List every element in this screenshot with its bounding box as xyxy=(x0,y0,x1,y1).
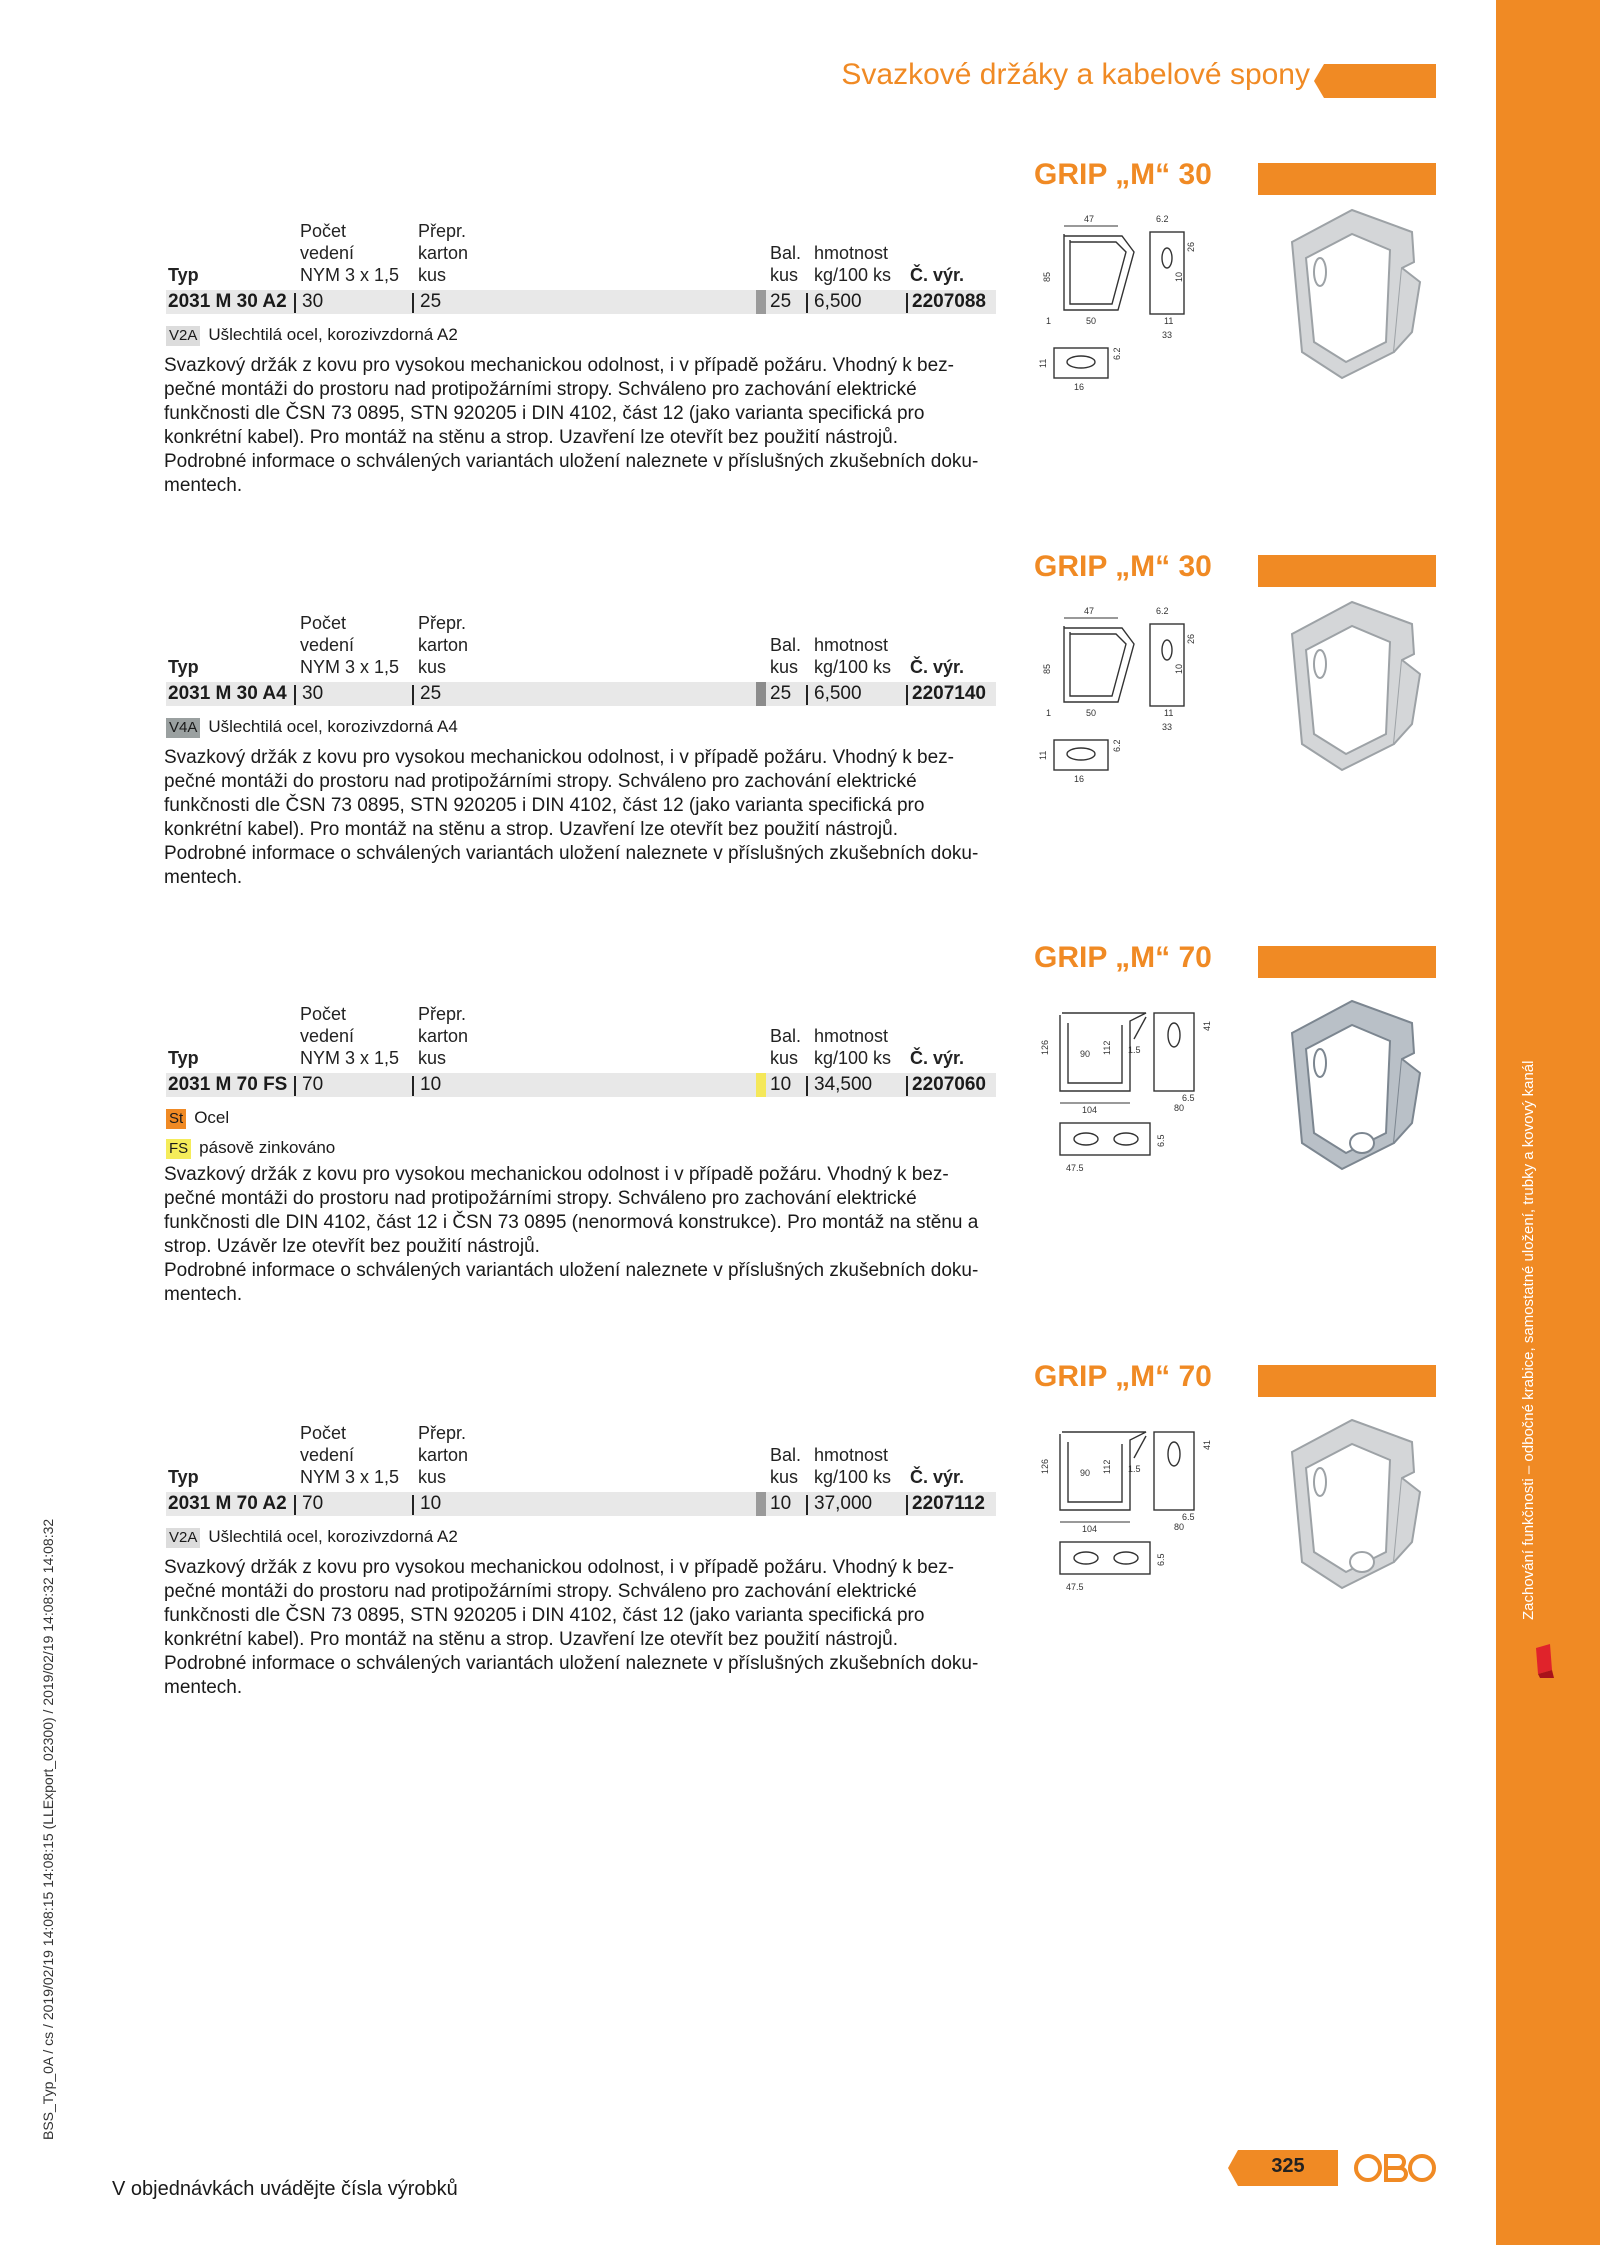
header-pocet: Počet xyxy=(300,1004,347,1024)
header-cislo: Č. výr. xyxy=(910,657,965,677)
header-pocet: Počet xyxy=(300,221,347,241)
cell-typ: 2031 M 30 A4 xyxy=(168,683,287,704)
header-bal: Bal. xyxy=(770,1445,802,1465)
dimension-label: 80 xyxy=(1174,1522,1185,1532)
print-stamp-text: BSS_Typ_0A / cs / 2019/02/19 14:08:15 14:08:15 (LLExport_02300) / 2019/02/19 14:08:32 14:08:32 xyxy=(40,1518,56,2140)
dimension-label: 47.5 xyxy=(1066,1163,1084,1173)
dimension-label: 41 xyxy=(1202,1020,1212,1031)
product-description xyxy=(164,354,994,498)
header-bal-kus: kus xyxy=(770,265,799,285)
dimension-label: 10 xyxy=(1174,663,1184,674)
orange-sidebar xyxy=(1496,0,1600,2245)
dimension-label: 11 xyxy=(1164,708,1174,718)
footer-note: V objednávkách uvádějte čísla výrobků xyxy=(112,2178,458,2200)
dimension-label: 104 xyxy=(1082,1105,1098,1115)
dimension-label: 6.2 xyxy=(1112,739,1122,752)
table-row xyxy=(166,1073,996,1097)
dimension-label: 11 xyxy=(1038,750,1048,760)
dimension-label: 50 xyxy=(1086,316,1097,326)
header-hmotnost: hmotnost xyxy=(814,635,889,655)
page-title: Svazkové držáky a kabelové spony xyxy=(841,58,1310,91)
material-row xyxy=(166,324,458,346)
dimension-label: 90 xyxy=(1080,1049,1091,1059)
technical-drawing xyxy=(1034,604,1234,784)
pack-marker xyxy=(756,1492,766,1516)
column-separator xyxy=(294,1495,296,1515)
cell-bal: 10 xyxy=(770,1493,792,1514)
material-text: Ušlechtilá ocel, korozivzdorná A2 xyxy=(208,325,458,344)
product-title: GRIP „M“ 30 xyxy=(1034,158,1212,191)
dimension-label: 112 xyxy=(1102,1459,1112,1474)
cell-hmotnost: 6,500 xyxy=(814,683,862,704)
product-photo xyxy=(1262,1412,1438,1608)
header-typ: Typ xyxy=(168,657,199,677)
column-separator xyxy=(294,685,296,705)
description-line: pečné montáži do prostoru nad protipožárními stropy. Schváleno pro zachování elektrické xyxy=(164,1188,917,1209)
column-separator xyxy=(806,293,808,313)
column-separator xyxy=(412,685,414,705)
description-line: funkčnosti dle ČSN 73 0895, STN 920205 i DIN 4102, část 12 (jako varianta specifická pro xyxy=(164,403,925,424)
dimension-label: 6.2 xyxy=(1156,214,1169,224)
cell-karton: 10 xyxy=(420,1074,442,1095)
header-kus: kus xyxy=(418,265,447,285)
description-line: mentech. xyxy=(164,1677,243,1698)
column-separator xyxy=(806,1076,808,1096)
dimension-label: 1.5 xyxy=(1128,1464,1141,1474)
material-badge: V2A xyxy=(166,326,200,346)
cell-pocet: 30 xyxy=(302,291,324,312)
dimension-label: 41 xyxy=(1202,1439,1212,1450)
dimension-label: 85 xyxy=(1042,271,1052,282)
description-line: funkčnosti dle DIN 4102, část 12 i ČSN 73 0895 (nenormová konstrukce). Pro montáž na stěnu a xyxy=(164,1212,979,1233)
description-line: konkrétní kabel). Pro montáž na stěnu a strop. Uzavření lze otevřít bez použití nástrojů. xyxy=(164,1629,898,1650)
column-separator xyxy=(906,293,908,313)
title-bar xyxy=(1258,163,1436,195)
header-prepr: Přepr. xyxy=(418,613,467,633)
cell-karton: 25 xyxy=(420,291,442,312)
title-bar xyxy=(1258,1365,1436,1397)
description-line: Svazkový držák z kovu pro vysokou mechanickou odolnost, i v případě požáru. Vhodný k bez- xyxy=(164,1557,954,1578)
description-line: Podrobné informace o schválených variantách uložení naleznete v příslušných zkušebních doku- xyxy=(164,843,979,864)
column-separator xyxy=(412,293,414,313)
header-bal-kus: kus xyxy=(770,1048,799,1068)
description-line: Svazkový držák z kovu pro vysokou mechanickou odolnost, i v případě požáru. Vhodný k bez- xyxy=(164,747,954,768)
header-pocet: Počet xyxy=(300,613,347,633)
cell-hmotnost: 34,500 xyxy=(814,1074,873,1095)
header-hmotnost: hmotnost xyxy=(814,243,889,263)
dimension-label: 80 xyxy=(1174,1103,1185,1113)
cell-bal: 10 xyxy=(770,1074,792,1095)
product-section xyxy=(0,150,1496,530)
cell-cislo: 2207060 xyxy=(912,1074,986,1095)
dimension-label: 6.5 xyxy=(1182,1512,1195,1522)
header-karton: karton xyxy=(418,1026,469,1046)
product-description xyxy=(164,1556,994,1700)
header-typ: Typ xyxy=(168,1467,199,1487)
dimension-label: 50 xyxy=(1086,708,1097,718)
dimension-label: 47 xyxy=(1084,214,1095,224)
cell-cislo: 2207140 xyxy=(912,683,986,704)
product-description xyxy=(164,1163,994,1307)
column-separator xyxy=(294,1076,296,1096)
material-badge: V2A xyxy=(166,1528,200,1548)
dimension-label: 112 xyxy=(1102,1040,1112,1055)
column-separator xyxy=(906,1495,908,1515)
cell-typ: 2031 M 70 A2 xyxy=(168,1493,287,1514)
product-section xyxy=(0,542,1496,922)
cell-bal: 25 xyxy=(770,683,792,704)
dimension-label: 1 xyxy=(1046,316,1052,326)
dimension-label: 126 xyxy=(1040,1039,1050,1055)
dimension-label: 6.5 xyxy=(1156,1134,1166,1147)
dimension-label: 47 xyxy=(1084,606,1095,616)
title-bar xyxy=(1258,946,1436,978)
product-photo xyxy=(1262,202,1438,398)
material-badge: FS xyxy=(166,1139,191,1159)
header-prepr: Přepr. xyxy=(418,221,467,241)
header-kg: kg/100 ks xyxy=(814,657,892,677)
description-line: mentech. xyxy=(164,475,243,496)
dimension-label: 126 xyxy=(1040,1458,1050,1474)
product-title: GRIP „M“ 70 xyxy=(1034,1360,1212,1393)
dimension-label: 26 xyxy=(1186,633,1196,644)
header-kus: kus xyxy=(418,1467,447,1487)
material-badge: V4A xyxy=(166,718,200,738)
column-separator xyxy=(906,685,908,705)
material-row xyxy=(166,1107,229,1129)
table-row xyxy=(166,290,996,314)
material-badge: St xyxy=(166,1109,186,1129)
header-prepr: Přepr. xyxy=(418,1004,467,1024)
technical-drawing xyxy=(1034,1414,1234,1594)
column-separator xyxy=(806,685,808,705)
description-line: pečné montáži do prostoru nad protipožárními stropy. Schváleno pro zachování elektrické xyxy=(164,771,917,792)
column-separator xyxy=(906,1076,908,1096)
header-bal: Bal. xyxy=(770,1026,802,1046)
sidebar-text: Zachování funkčnosti – odbočné krabice, samostatné uložení, trubky a kovový kanál xyxy=(1520,1060,1537,1620)
description-line: Podrobné informace o schválených variantách uložení naleznete v příslušných zkušebních doku- xyxy=(164,1653,979,1674)
header-kus: kus xyxy=(418,657,447,677)
column-separator xyxy=(412,1076,414,1096)
header-kg: kg/100 ks xyxy=(814,1048,892,1068)
header-bal: Bal. xyxy=(770,243,802,263)
cell-typ: 2031 M 30 A2 xyxy=(168,291,287,312)
dimension-label: 26 xyxy=(1186,241,1196,252)
cell-pocet: 70 xyxy=(302,1493,324,1514)
header-tab xyxy=(1324,64,1436,98)
technical-drawing xyxy=(1034,212,1234,392)
product-title: GRIP „M“ 70 xyxy=(1034,941,1212,974)
description-line: funkčnosti dle ČSN 73 0895, STN 920205 i DIN 4102, část 12 (jako varianta specifická pro xyxy=(164,795,925,816)
obo-logo xyxy=(1354,2152,1436,2184)
dimension-label: 47.5 xyxy=(1066,1582,1084,1592)
header-vedeni: vedení xyxy=(300,243,355,263)
dimension-label: 85 xyxy=(1042,663,1052,674)
description-line: konkrétní kabel). Pro montáž na stěnu a strop. Uzavření lze otevřít bez použití nástrojů. xyxy=(164,427,898,448)
dimension-label: 6.5 xyxy=(1182,1093,1195,1103)
header-nym: NYM 3 x 1,5 xyxy=(300,1048,400,1068)
description-line: pečné montáži do prostoru nad protipožárními stropy. Schváleno pro zachování elektrické xyxy=(164,379,917,400)
header-karton: karton xyxy=(418,243,469,263)
material-row xyxy=(166,1137,335,1159)
header-kus: kus xyxy=(418,1048,447,1068)
dimension-label: 16 xyxy=(1074,774,1085,784)
material-text: pásově zinkováno xyxy=(199,1138,336,1157)
header-cislo: Č. výr. xyxy=(910,1467,965,1487)
dimension-label: 11 xyxy=(1164,316,1174,326)
header-karton: karton xyxy=(418,635,469,655)
cell-typ: 2031 M 70 FS xyxy=(168,1074,288,1095)
header-cislo: Č. výr. xyxy=(910,265,965,285)
header-nym: NYM 3 x 1,5 xyxy=(300,265,400,285)
header-bal: Bal. xyxy=(770,635,802,655)
title-bar xyxy=(1258,555,1436,587)
header-bal-kus: kus xyxy=(770,657,799,677)
description-line: mentech. xyxy=(164,1284,243,1305)
cell-cislo: 2207088 xyxy=(912,291,986,312)
dimension-label: 6.2 xyxy=(1112,347,1122,360)
dimension-label: 1.5 xyxy=(1128,1045,1141,1055)
description-line: Svazkový držák z kovu pro vysokou mechanickou odolnost, i v případě požáru. Vhodný k bez- xyxy=(164,355,954,376)
cell-hmotnost: 6,500 xyxy=(814,291,862,312)
product-photo xyxy=(1262,594,1438,790)
dimension-label: 6.2 xyxy=(1156,606,1169,616)
description-line: konkrétní kabel). Pro montáž na stěnu a strop. Uzavření lze otevřít bez použití nástrojů. xyxy=(164,819,898,840)
dimension-label: 6.5 xyxy=(1156,1553,1166,1566)
description-line: pečné montáži do prostoru nad protipožárními stropy. Schváleno pro zachování elektrické xyxy=(164,1581,917,1602)
material-row xyxy=(166,1526,458,1548)
dimension-label: 16 xyxy=(1074,382,1085,392)
header-kg: kg/100 ks xyxy=(814,1467,892,1487)
obo-flag-icon xyxy=(1534,1644,1554,1678)
table-row xyxy=(166,1492,996,1516)
header-vedeni: vedení xyxy=(300,1445,355,1465)
header-vedeni: vedení xyxy=(300,635,355,655)
description-line: funkčnosti dle ČSN 73 0895, STN 920205 i DIN 4102, část 12 (jako varianta specifická pro xyxy=(164,1605,925,1626)
table-row xyxy=(166,682,996,706)
description-line: mentech. xyxy=(164,867,243,888)
header-hmotnost: hmotnost xyxy=(814,1445,889,1465)
page-number: 325 xyxy=(1271,2155,1305,2177)
cell-pocet: 70 xyxy=(302,1074,324,1095)
header-typ: Typ xyxy=(168,1048,199,1068)
header-karton: karton xyxy=(418,1445,469,1465)
cell-karton: 25 xyxy=(420,683,442,704)
dimension-label: 104 xyxy=(1082,1524,1098,1534)
header-nym: NYM 3 x 1,5 xyxy=(300,657,400,677)
cell-bal: 25 xyxy=(770,291,792,312)
cell-pocet: 30 xyxy=(302,683,324,704)
description-line: Svazkový držák z kovu pro vysokou mechanickou odolnost i v případě požáru. Vhodný k bez- xyxy=(164,1164,949,1185)
header-nym: NYM 3 x 1,5 xyxy=(300,1467,400,1487)
pack-marker xyxy=(756,1073,766,1097)
header-prepr: Přepr. xyxy=(418,1423,467,1443)
column-separator xyxy=(806,1495,808,1515)
dimension-label: 33 xyxy=(1162,330,1173,340)
description-line: strop. Uzávěr lze otevřít bez použití nástrojů. xyxy=(164,1236,540,1257)
material-text: Ušlechtilá ocel, korozivzdorná A4 xyxy=(208,717,458,736)
cell-hmotnost: 37,000 xyxy=(814,1493,873,1514)
dimension-label: 1 xyxy=(1046,708,1052,718)
cell-karton: 10 xyxy=(420,1493,442,1514)
material-text: Ušlechtilá ocel, korozivzdorná A2 xyxy=(208,1527,458,1546)
header-vedeni: vedení xyxy=(300,1026,355,1046)
header-pocet: Počet xyxy=(300,1423,347,1443)
product-section xyxy=(0,1352,1496,1732)
product-section xyxy=(0,933,1496,1313)
header-kg: kg/100 ks xyxy=(814,265,892,285)
pack-marker xyxy=(756,290,766,314)
material-row xyxy=(166,716,458,738)
column-separator xyxy=(412,1495,414,1515)
header-typ: Typ xyxy=(168,265,199,285)
product-description xyxy=(164,746,994,890)
column-separator xyxy=(294,293,296,313)
header-bal-kus: kus xyxy=(770,1467,799,1487)
technical-drawing xyxy=(1034,995,1234,1175)
cell-cislo: 2207112 xyxy=(912,1493,985,1514)
pack-marker xyxy=(756,682,766,706)
description-line: Podrobné informace o schválených variantách uložení naleznete v příslušných zkušebních doku- xyxy=(164,451,979,472)
header-cislo: Č. výr. xyxy=(910,1048,965,1068)
dimension-label: 11 xyxy=(1038,358,1048,368)
dimension-label: 33 xyxy=(1162,722,1173,732)
header-hmotnost: hmotnost xyxy=(814,1026,889,1046)
material-text: Ocel xyxy=(194,1108,230,1127)
dimension-label: 90 xyxy=(1080,1468,1091,1478)
product-title: GRIP „M“ 30 xyxy=(1034,550,1212,583)
description-line: Podrobné informace o schválených variantách uložení naleznete v příslušných zkušebních doku- xyxy=(164,1260,979,1281)
product-photo xyxy=(1262,993,1438,1189)
dimension-label: 10 xyxy=(1174,271,1184,282)
